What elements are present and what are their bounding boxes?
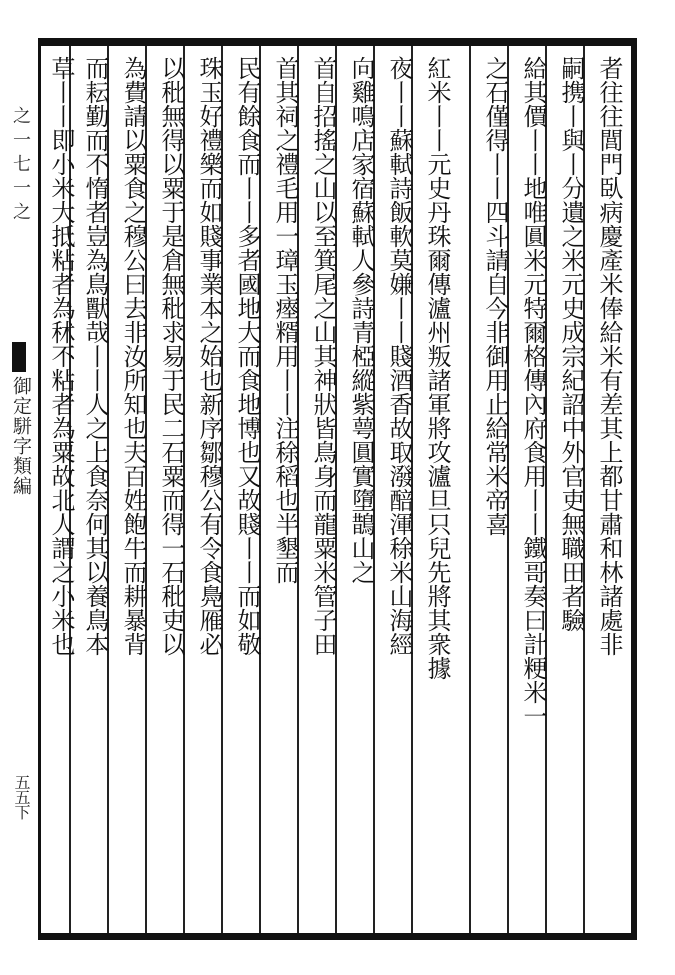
text-column-5: 紅米丨丨元史丹珠爾傳瀘州叛諸軍將攻瀘旦只兒先將其衆據 — [423, 56, 451, 680]
page-gutter — [4, 46, 38, 933]
book-title: 御定駢字類編 — [10, 376, 32, 496]
text-column-9: 首其祠之禮毛用一璋玉瘞糈用丨丨注稌稻也半墾而 — [271, 56, 299, 584]
text-column-14: 而耘勤而不惰者豈為鳥獸哉丨丨人之上食奈何其以養鳥本 — [81, 56, 109, 656]
column-rule — [469, 46, 471, 933]
frame-right-border — [631, 38, 637, 940]
text-column-15: 草丨丨即小米大抵粘者為秫不粘者為粟故北人謂之小米也 — [47, 56, 75, 656]
gutter-fishtail-block — [12, 342, 26, 372]
frame-left-border — [38, 38, 41, 940]
text-column-2: 嗣携丨與丨分遺之米元史成宗紀詔中外官吏無職田者驗 — [557, 56, 585, 632]
frame-top-border — [38, 38, 636, 46]
frame-bottom-border — [38, 933, 636, 940]
page-number: 五五下 — [12, 774, 31, 819]
text-column-4: 之石僅得丨丨四斗請自今非御用止給常米帝喜 — [481, 56, 509, 536]
text-column-6: 夜丨丨蘇軾詩飯軟莫嫌丨丨賤酒香故取潑醅渾稌米山海經 — [385, 56, 413, 656]
text-column-7: 向雞鳴店家宿蘇軾人參詩青椏縱紫萼圓實墮鵲山之 — [347, 56, 375, 584]
text-column-3: 給其價丨丨地唯圓米元特爾格傳內府食用丨丨鐵哥奏曰計粳米一 — [519, 56, 547, 728]
text-column-8: 首自招搖之山以至箕尾之山其神狀皆鳥身而龍粟米管子田 — [309, 56, 337, 656]
text-column-12: 以秕無得以粟于是倉無秕求易于民二石粟而得一石秕吏以 — [157, 56, 185, 656]
text-column-1: 者往往閭門臥病慶產米俸給米有差其上都甘肅和林諸處非 — [595, 56, 623, 656]
text-column-11: 珠玉好禮樂而如賤事業本之始也新序鄒穆公有令食鳧雁必 — [195, 56, 223, 656]
text-column-13: 為費請以粟食之穆公曰去非汝所知也夫百姓飽牛而耕暴背 — [119, 56, 147, 656]
text-column-10: 民有餘食而丨丨多者國地大而食地博也又故賤丨丨而如敬 — [233, 56, 261, 656]
gutter-marks: 之一七一之 — [10, 106, 31, 226]
